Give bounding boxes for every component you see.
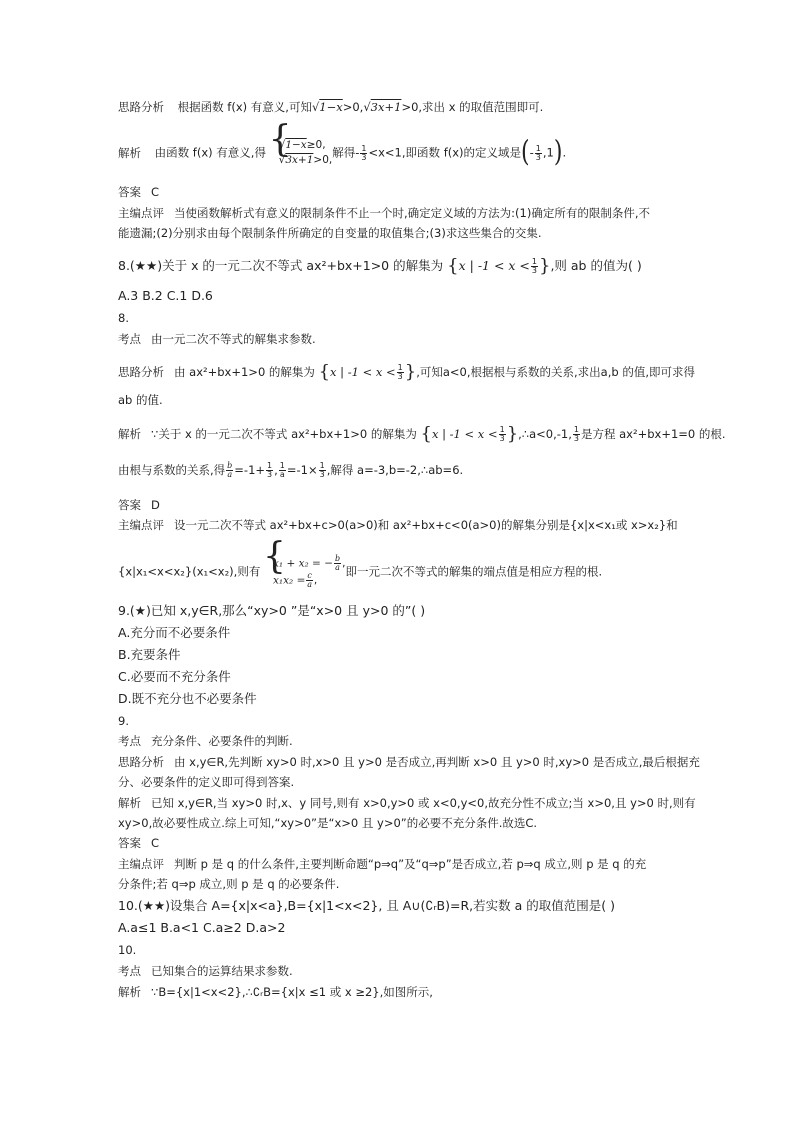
answer-value: C xyxy=(151,836,160,850)
inequality-system: { √1−x≥0, √3x+1>0, xyxy=(270,138,333,168)
q8-stem: 8.(★★)关于 x 的一元二次不等式 ax²+bx+1>0 的解集为 {x | -1 < x < $\frac{1}{3}$ },则 ab 的值为( ) xyxy=(118,255,642,277)
q9-solution-line1: 解析 已知 x,y∈R,当 xy>0 时,x、y 同号,则有 x>0,y>0 或 x<0,y<0,故充分性不成立;当 x>0,且 y>0 时,则有 xyxy=(118,796,696,810)
q8-solution: 解析 ∵关于 x 的一元二次不等式 ax²+bx+1>0 的解集为 {x | -1 < x < $\frac{1}{3}$ },∴a<0,-1, $\frac{1}{3}$ 是方程 ax²+bx+1=0 的根. xyxy=(118,423,726,445)
q8-solution-line2: 由根与系数的关系,得 $\frac{b}{a}$ =-1+ $\frac{1}{3}$ , $\frac{1}{a}$ =-1× $\frac{1}{3}$ ,解得 a=-3,b=-2,∴ab=6. xyxy=(118,461,464,479)
q9-answer: 答案 C xyxy=(118,836,160,850)
s1-comment-line1: 主编点评 当使函数解析式有意义的限制条件不止一个时,确定定义域的方法为:(1)确定所有的限制条件,不 xyxy=(118,206,650,220)
q9-number: 9. xyxy=(118,714,129,728)
s1-analysis-line: 思路分析 根据函数 f(x) 有意义,可知√1−x>0,√3x+1>0,求出 x 的取值范围即可. xyxy=(118,100,544,114)
q10-options: A.a≤1 B.a<1 C.a≥2 D.a>2 xyxy=(118,920,286,935)
label-analysis: 思路分析 xyxy=(118,100,164,114)
q9-comment-line1: 主编点评 判断 p 是 q 的什么条件,主要判断命题“p⇒q”及“q⇒p”是否成立,若 p⇒q 成立,则 p 是 q 的充 xyxy=(118,857,647,871)
q8-analysis: 思路分析 由 ax²+bx+1>0 的解集为 {x | -1 < x < $\frac{1}{3}$ },可知a<0,根据根与系数的关系,求出a,b 的值,即可求得 xyxy=(118,361,695,383)
q10-stem: 10.(★★)设集合 A={x|x<a},B={x|1<x<2}, 且 A∪(∁ᵣB)=R,若实数 a 的取值范围是( ) xyxy=(118,898,615,913)
q8-comment-line2: {x|x₁<x<x₂}(x₁<x₂),则有 { x₁ + x₂ = − $\frac{b}{a}$ , x₁x₂ = $\frac{c}{a}$ , 即一元二次不等式的解集的端点值是相应方程的根. xyxy=(118,555,602,589)
q9-stem: 9.(★)已知 x,y∈R,那么“xy>0 ”是“x>0 且 y>0 的”( ) xyxy=(118,603,426,618)
q8-analysis-line2: ab 的值. xyxy=(118,393,163,407)
q10-solution: 解析 ∵B={x|1<x<2},∴∁ᵣB={x|x ≤1 或 x ≥2},如图所示, xyxy=(118,985,433,999)
q8-comment-line1: 主编点评 设一元二次不等式 ax²+bx+c>0(a>0)和 ax²+bx+c<0(a>0)的解集分别是{x|x<x₁或 x>x₂}和 xyxy=(118,518,678,532)
q8-number: 8. xyxy=(118,311,129,325)
q9-option-b: B.充要条件 xyxy=(118,647,181,662)
q8-answer: 答案 D xyxy=(118,498,160,512)
q9-comment-line2: 分条件;若 q⇒p 成立,则 p 是 q 的必要条件. xyxy=(118,877,340,891)
answer-value: C xyxy=(151,185,160,199)
q9-solution-line2: xy>0,故必要性成立.综上可知,“xy>0”是“x>0 且 y>0”的必要不充分条件.故选C. xyxy=(118,816,538,830)
q9-kaodian: 考点 充分条件、必要条件的判断. xyxy=(118,734,293,748)
q9-option-c: C.必要而不充分条件 xyxy=(118,669,231,684)
label-solution: 解析 xyxy=(118,145,141,160)
fraction: $\frac{1}{3}$ xyxy=(361,143,367,162)
s1-answer: 答案 C xyxy=(118,185,160,199)
q8-kaodian: 考点 由一元二次不等式的解集求参数. xyxy=(118,332,316,346)
answer-value: D xyxy=(151,498,160,512)
q10-number: 10. xyxy=(118,943,137,957)
s1-comment-line2: 能遗漏;(2)分别求由每个限制条件所确定的自变量的取值集合;(3)求这些集合的交集. xyxy=(118,226,542,240)
q8-options: A.3 B.2 C.1 D.6 xyxy=(118,288,213,303)
q9-option-d: D.既不充分也不必要条件 xyxy=(118,691,257,706)
q9-option-a: A.充分而不必要条件 xyxy=(118,625,231,640)
q9-analysis-line2: 分、必要条件的定义即可得到答案. xyxy=(118,775,295,789)
q9-analysis-line1: 思路分析 由 x,y∈R,先判断 xy>0 时,x>0 且 y>0 是否成立,再判断 x>0 且 y>0 时,xy>0 是否成立,最后根据充 xyxy=(118,755,700,769)
vieta-system: { x₁ + x₂ = − $\frac{b}{a}$ , x₁x₂ = $\frac{c}{a}$ , xyxy=(264,555,345,589)
q10-kaodian: 考点 已知集合的运算结果求参数. xyxy=(118,964,293,978)
s1-solution-line: 解析 由函数 f(x) 有意义,得 { √1−x≥0, √3x+1>0, 解得- $\frac{1}{3}$ <x<1,即函数 f(x)的定义域是(- $\frac{1}{3}$ ,1). xyxy=(118,138,566,168)
